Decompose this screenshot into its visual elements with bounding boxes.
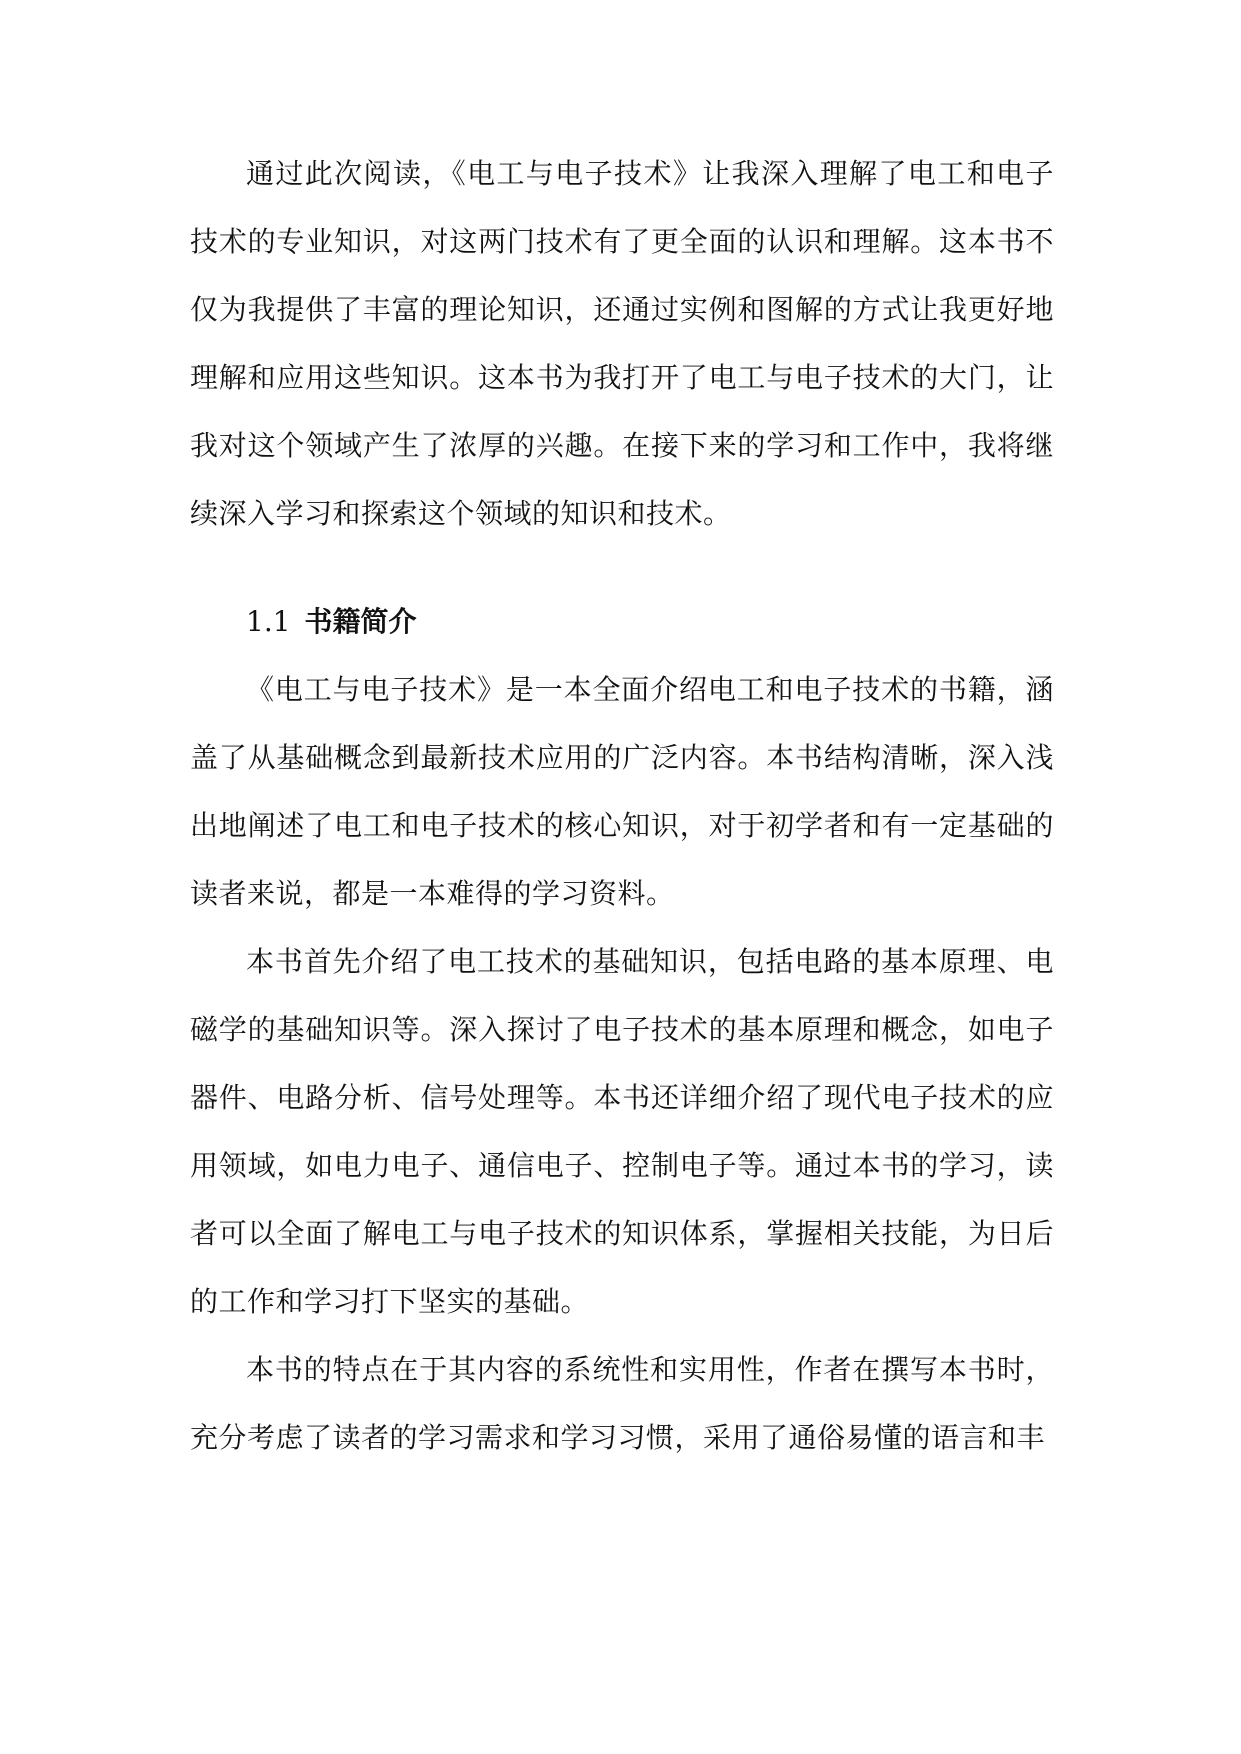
body-paragraph-3: 本书的特点在于其内容的系统性和实用性，作者在撰写本书时，充分考虑了读者的学习需求和学习习惯，采用了通俗易懂的语言和丰 [190, 1353, 1054, 1454]
body-paragraph-1: 《电工与电子技术》是一本全面介绍电工和电子技术的书籍，涵盖了从基础概念到最新技术应用的广泛内容。本书结构清晰，深入浅出地阐述了电工和电子技术的核心知识，对于初学者和有一定基础的读者来说，都是一本难得的学习资料。 [190, 673, 1054, 910]
document-page [190, 140, 1054, 1472]
section-title: 书籍简介 [304, 605, 417, 638]
intro-paragraph: 通过此次阅读，《电工与电子技术》让我深入理解了电工和电子技术的专业知识，对这两门技术有了更全面的认识和理解。这本书不仅为我提供了丰富的理论知识，还通过实例和图解的方式让我更好地理解和应用这些知识。这本书为我打开了电工与电子技术的大门，让我对这个领域产生了浓厚的兴趣。在接下来的学习和工作中，我将继续深入学习和探索这个领域的知识和技术。 [190, 157, 1054, 530]
section-number: 1.1 [246, 605, 291, 638]
section-heading [190, 588, 1054, 656]
body-paragraph-2: 本书首先介绍了电工技术的基础知识，包括电路的基本原理、电磁学的基础知识等。深入探讨了电子技术的基本原理和概念，如电子器件、电路分析、信号处理等。本书还详细介绍了现代电子技术的应用领域，如电力电子、通信电子、控制电子等。通过本书的学习，读者可以全面了解电工与电子技术的知识体系，掌握相关技能，为日后的工作和学习打下坚实的基础。 [190, 945, 1054, 1318]
